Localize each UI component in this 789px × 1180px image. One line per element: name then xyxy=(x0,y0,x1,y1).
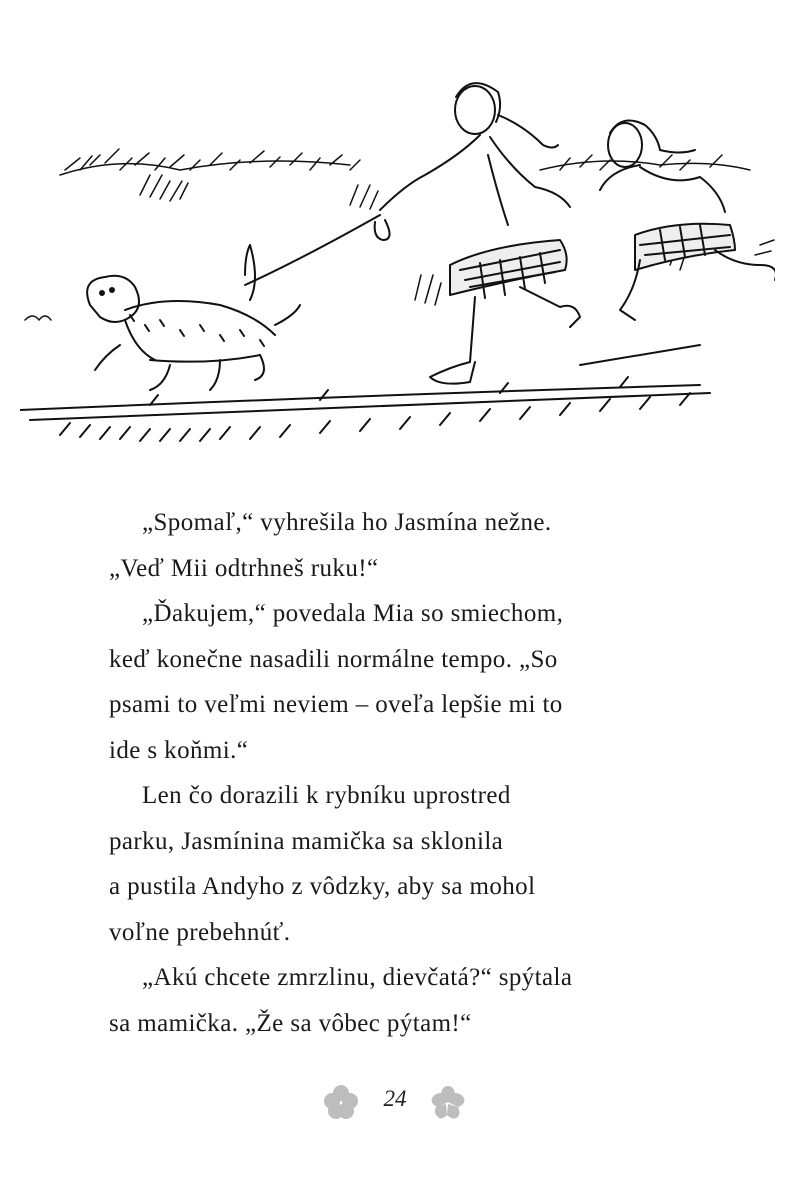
text-line: parku, Jasmínina mamička sa sklonila xyxy=(109,827,504,855)
girl-with-leash xyxy=(380,83,580,384)
text-line: „Veď Mii odtrhneš ruku!“ xyxy=(109,554,379,582)
flower-icon xyxy=(324,1084,358,1120)
text-line: Len čo dorazili k rybníku uprostred xyxy=(142,782,511,809)
leash xyxy=(245,215,380,285)
text-line: ide s koňmi.“ xyxy=(109,736,249,764)
page-footer xyxy=(0,1080,789,1130)
text-line: sa mamička. „Že sa vôbec pýtam!“ xyxy=(109,1009,472,1037)
page-number: 24 xyxy=(383,1086,407,1111)
text-line: „Akú chcete zmrzlinu, dievčatá?“ spýtala xyxy=(142,964,573,991)
text-line: „Spomaľ,“ vyhrešila ho Jasmína nežne. xyxy=(142,509,552,536)
text-line: keď konečne nasadili normálne tempo. „So xyxy=(109,645,558,673)
text-line: psami to veľmi neviem – oveľa lepšie mi to xyxy=(109,691,563,718)
running-friend xyxy=(600,121,775,321)
ground-path xyxy=(20,345,710,441)
story-text xyxy=(109,500,679,1046)
dog-drawing xyxy=(87,245,300,390)
flower-icon xyxy=(430,1084,466,1120)
text-line: „Ďakujem,“ povedala Mia so smiechom, xyxy=(142,600,564,627)
story-illustration xyxy=(20,75,775,460)
text-line: voľne prebehnúť. xyxy=(109,918,291,946)
text-line: a pustila Andyho z vôdzky, aby sa mohol xyxy=(109,873,536,900)
